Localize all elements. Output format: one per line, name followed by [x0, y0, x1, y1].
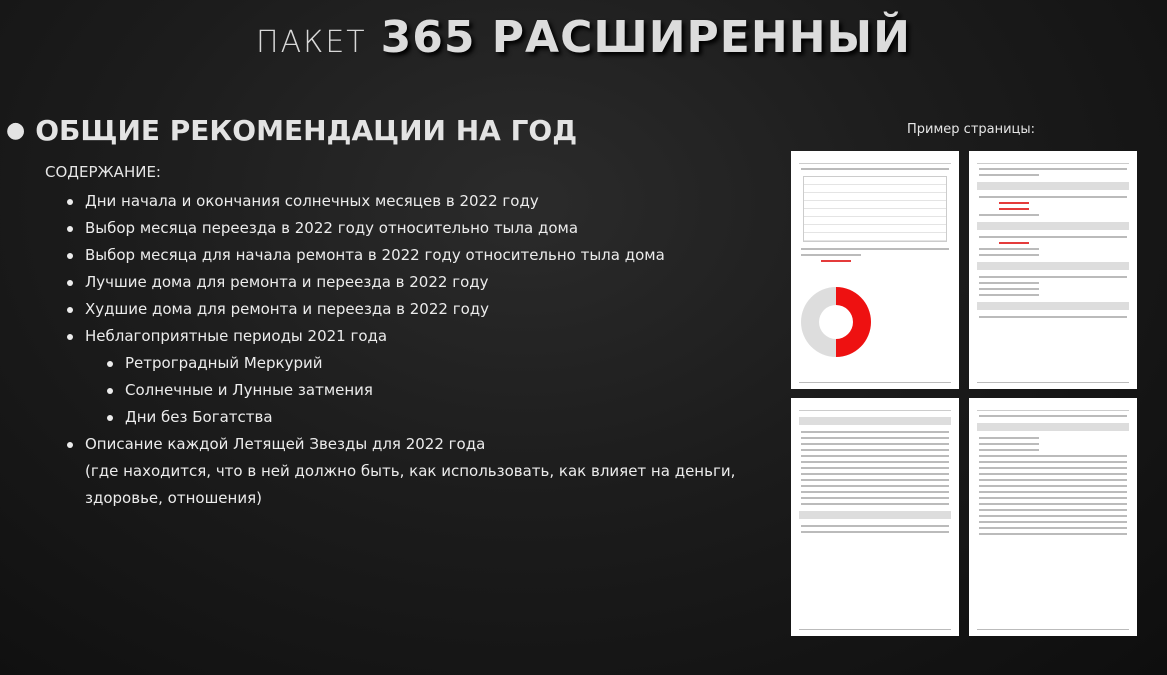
section-heading: [6, 114, 577, 147]
example-label: Пример страницы:: [907, 122, 1036, 137]
bullet-icon: [67, 307, 73, 313]
bullet-icon: [67, 226, 73, 232]
list-item: Дни начала и окончания солнечных месяцев в 2022 году: [65, 188, 765, 215]
section-heading-text: ОБЩИЕ РЕКОМЕНДАЦИИ НА ГОД: [35, 114, 578, 147]
list-item: Выбор месяца переезда в 2022 году относительно тыла дома: [65, 215, 765, 242]
bullet-icon: [67, 334, 73, 340]
list-item: Неблагоприятные периоды 2021 года Ретроградный Меркурий Солнечные и Лунные затмения Дни без Богатства: [65, 323, 765, 431]
bullet-icon: [107, 415, 113, 421]
bullet-icon: [67, 442, 73, 448]
example-page-thumbnail: [969, 151, 1137, 389]
sub-list-item: Дни без Богатства: [85, 404, 765, 431]
bullet-icon: [67, 199, 73, 205]
list-item: Лучшие дома для ремонта и переезда в 2022 году: [65, 269, 765, 296]
list-item: Выбор месяца для начала ремонта в 2022 году относительно тыла дома: [65, 242, 765, 269]
title-prefix: ПАКЕТ: [256, 25, 367, 60]
bullet-icon: [67, 253, 73, 259]
example-page-thumbnail: [791, 151, 959, 389]
list-item: Описание каждой Летящей Звезды для 2022 года: [65, 431, 765, 458]
bullet-icon: [107, 388, 113, 394]
title-main: 365 РАСШИРЕННЫЙ: [380, 12, 911, 63]
contents-label: СОДЕРЖАНИЕ:: [45, 163, 161, 181]
list-item: Худшие дома для ремонта и переезда в 2022 году: [65, 296, 765, 323]
bullet-icon: [67, 280, 73, 286]
list-item-note: (где находится, что в ней должно быть, как использовать, как влияет на деньги, здоровье, отношения): [85, 462, 736, 507]
year-wheel-graphic: [801, 287, 871, 357]
bullet-icon: ●: [6, 118, 26, 143]
bullet-icon: [107, 361, 113, 367]
example-page-thumbnail: [791, 398, 959, 636]
sub-list: [85, 350, 765, 431]
example-page-thumbnail: [969, 398, 1137, 636]
contents-list: [65, 188, 765, 512]
sub-list-item: Солнечные и Лунные затмения: [85, 377, 765, 404]
sub-list-item: Ретроградный Меркурий: [85, 350, 765, 377]
page-title: [0, 12, 1167, 63]
